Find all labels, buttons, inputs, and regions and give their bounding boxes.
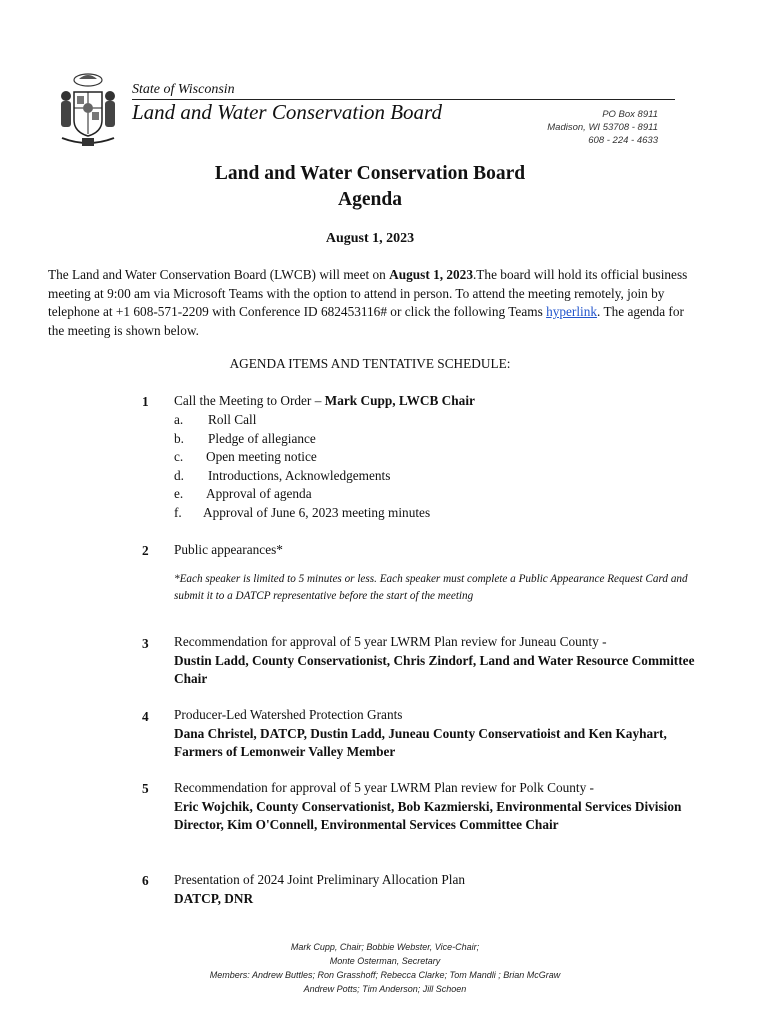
item-number-6: 6 — [142, 873, 149, 888]
contact-block — [547, 108, 658, 147]
item-1-text: Call the Meeting to Order – — [174, 393, 325, 408]
sub-item-text: Approval of June 6, 2023 meeting minutes — [203, 505, 431, 520]
intro-text-2: .The board will hold its official business meeting at 9:00 am via Microsoft Teams with the option to attend in person. To attend the meeting remotely, join by telephone at +1 608-571-2209 with Conference ID 682453116# or click the following Teams — [48, 267, 688, 319]
sub-item-letter: b. — [174, 431, 184, 446]
phone-number: 608 - 224 - 4633 — [588, 135, 658, 146]
teams-hyperlink[interactable]: hyperlink — [546, 304, 598, 319]
intro-paragraph — [48, 266, 698, 340]
item-number-4: 4 — [142, 709, 149, 724]
item-3-text: Recommendation for approval of 5 year LWRM Plan review for Juneau County - — [174, 634, 607, 649]
sub-item-letter: c. — [174, 449, 184, 464]
sub-item-text: Pledge of allegiance — [208, 431, 316, 446]
sub-item-letter: d. — [174, 468, 184, 483]
sub-item — [174, 467, 390, 486]
state-name: State of Wisconsin — [132, 82, 235, 97]
agenda-item-2: Public appearances* — [174, 542, 283, 557]
wisconsin-state-seal-icon — [52, 70, 124, 150]
item-number-1: 1 — [142, 394, 149, 409]
agenda-item-6 — [174, 871, 714, 908]
sub-item-text: Open meeting notice — [206, 449, 317, 464]
sub-item — [174, 504, 430, 523]
intro-date-bold: August 1, 2023 — [389, 267, 473, 282]
document-subtitle: Agenda — [338, 189, 402, 210]
city-state-zip: Madison, WI 53708 - 8911 — [547, 122, 658, 133]
item-1-presenter: Mark Cupp, LWCB Chair — [324, 393, 475, 408]
item-6-presenter: DATCP, DNR — [174, 890, 254, 906]
board-name: Land and Water Conservation Board — [132, 100, 442, 124]
item-3-presenter: Dustin Ladd, County Conservationist, Chris Zindorf, Land and Water Resource Committee Chair — [174, 652, 695, 686]
item-number-2: 2 — [142, 543, 149, 558]
item-4-presenter: Dana Christel, DATCP, Dustin Ladd, Juneau County Conservatioist and Ken Kayhart, Farmers of Lemonweir Valley Member — [174, 725, 667, 759]
item-number-5: 5 — [142, 781, 149, 796]
agenda-item-3 — [174, 633, 714, 689]
public-appearance-note: *Each speaker is limited to 5 minutes or less. Each speaker must complete a Public Appearance Request Card and submit it to a DATCP representative before the start of the meeting — [174, 573, 688, 602]
sub-item — [174, 485, 312, 504]
meeting-date: August 1, 2023 — [325, 231, 415, 246]
intro-text-3: . The agenda for the meeting is shown below. — [48, 304, 684, 338]
footer-line-2: Monte Osterman, Secretary — [329, 956, 441, 966]
sub-item-text: Approval of agenda — [206, 486, 312, 501]
footer-line-3: Members: Andrew Buttles; Ron Grasshoff; Rebecca Clarke; Tom Mandli ; Brian McGraw — [209, 970, 561, 980]
agenda-item-1 — [174, 392, 714, 411]
item-6-text: Presentation of 2024 Joint Preliminary Allocation Plan — [174, 872, 466, 887]
agenda-item-4 — [174, 706, 714, 762]
item-number-3: 3 — [142, 636, 149, 651]
schedule-heading: AGENDA ITEMS AND TENTATIVE SCHEDULE: — [229, 356, 511, 371]
item-4-text: Producer-Led Watershed Protection Grants — [174, 707, 403, 722]
po-box: PO Box 8911 — [602, 109, 658, 120]
agenda-item-5 — [174, 779, 714, 835]
sub-item-letter: e. — [174, 486, 184, 501]
item-5-presenter: Eric Wojchik, County Conservationist, Bob Kazmierski, Environmental Services Division Director, Kim O'Connell, Environmental Services Committee Chair — [174, 798, 682, 832]
sub-item — [174, 430, 316, 449]
sub-item — [174, 411, 256, 430]
sub-item-letter: f. — [174, 505, 182, 520]
sub-item-letter: a. — [174, 412, 184, 427]
item-5-text: Recommendation for approval of 5 year LWRM Plan review for Polk County - — [174, 780, 594, 795]
footer-line-4: Andrew Potts; Tim Anderson; Jill Schoen — [303, 984, 467, 994]
sub-item-text: Introductions, Acknowledgements — [208, 468, 391, 483]
intro-text-1: The Land and Water Conservation Board (LWCB) will meet on — [48, 267, 390, 282]
sub-item — [174, 448, 317, 467]
sub-item-text: Roll Call — [208, 412, 257, 427]
document-title: Land and Water Conservation Board — [214, 163, 526, 184]
footer-line-1: Mark Cupp, Chair; Bobbie Webster, Vice-Chair; — [290, 942, 480, 952]
